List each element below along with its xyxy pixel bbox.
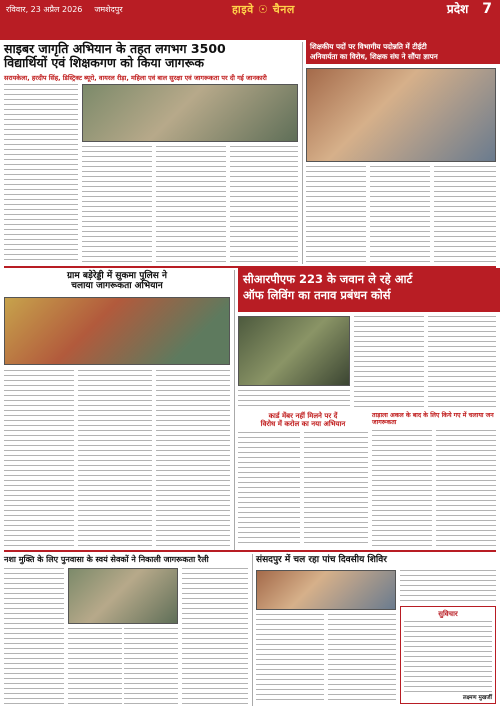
story1-deck: सरायकेला, हरदीप सिंह, डिस्ट्रिक्ट ब्यूरो, वायरल रीड़ा, महिला एवं बाल सुरक्षा एवं जागरूकता पर दी गई जानकारी — [4, 74, 267, 82]
story5-headline — [238, 412, 368, 428]
quote-box — [400, 606, 496, 704]
story6-headline: ताड़ाला अकल के बाद के लिए किये गए में चलाया जन जागरूकता — [372, 412, 494, 427]
story4-headline-line1: सीआरपीएफ 223 के जवान ले रहे आर्ट — [243, 272, 413, 286]
story1-column4 — [230, 146, 298, 262]
story3-column2 — [78, 370, 152, 546]
story8-column2 — [256, 614, 324, 704]
story5-headline-line2: विरोध में करोल का नया अभियान — [260, 420, 346, 429]
story1-column1 — [4, 84, 78, 262]
story1-headline — [4, 42, 300, 71]
story7-column1 — [4, 568, 64, 704]
masthead — [0, 0, 500, 40]
quote-box-signature: लक्ष्मण मुखर्जी — [462, 695, 492, 701]
story6-column1 — [372, 430, 432, 546]
story2-column2 — [370, 166, 430, 262]
story2-headline — [306, 40, 500, 64]
edition-city: जमशेदपुर — [94, 5, 123, 14]
story6-column2 — [436, 430, 496, 546]
masthead-meta — [6, 4, 123, 15]
story1-photo — [82, 84, 298, 142]
story7-column2 — [68, 628, 122, 704]
story3-column3 — [156, 370, 230, 546]
column-divider — [302, 42, 303, 264]
story1-column3 — [156, 146, 226, 262]
section-header — [447, 0, 492, 17]
story5-headline-line1: कार्ड मेंबर नहीं मिलने पर दें — [268, 412, 338, 420]
story3-headline — [4, 271, 230, 292]
story4-headline-line2: ऑफ लिविंग का तनाव प्रबंधन कोर्स — [243, 288, 391, 303]
story3-column1 — [4, 370, 74, 546]
brand-logo: हाइवे ☉ चैनल — [232, 3, 295, 16]
story8-headline: संसदपुर में चल रहा पांच दिवसीय शिविर — [256, 555, 387, 565]
story4-photo — [238, 316, 350, 386]
story1-headline-line2: विद्यार्थियों एवं शिक्षकगण को किया जागरूक — [4, 55, 205, 71]
story3-headline-line1: ग्राम बड़ेरेड्डी में सुकमा पुलिस ने — [66, 271, 167, 281]
story2-headline-line1: शिक्षकीय पदों पर विभागीय पदोन्नति में टीईटी — [310, 42, 427, 51]
story7-headline: नशा मुक्ति के लिए पुनवासा के स्वयं सेवकों ने निकाली जागरूकता रैली — [4, 555, 209, 564]
quote-box-title: सुविचार — [438, 610, 458, 618]
section-name: प्रदेश — [446, 2, 469, 16]
page-number: 7 — [482, 1, 492, 17]
story7-column4 — [182, 568, 248, 704]
horizontal-divider — [4, 550, 496, 552]
story8-photo — [256, 570, 396, 610]
story8-column1 — [400, 570, 496, 602]
story8-column3 — [328, 614, 396, 704]
story3-headline-line2: चलाया जागरूकता अभियान — [71, 281, 163, 292]
story4-headline — [238, 268, 500, 312]
story5-column2 — [304, 432, 368, 546]
column-divider — [234, 270, 235, 550]
story2-column1 — [306, 166, 366, 262]
story4-column1 — [354, 316, 424, 408]
story1-headline-line1: साइबर जागृति अभियान के तहत लगभग 3500 — [4, 41, 226, 56]
story2-headline-line2: अनिवार्यता का विरोध, शिक्षक संघ ने सौंपा ज्ञापन — [310, 51, 438, 61]
story1-column2 — [82, 146, 152, 262]
story2-column3 — [434, 166, 496, 262]
story5-column1 — [238, 432, 300, 546]
story3-photo — [4, 297, 230, 365]
quote-box-text — [404, 621, 492, 693]
issue-date: रविवार, 23 अप्रैल 2026 — [6, 5, 83, 14]
story2-photo — [306, 68, 496, 162]
story7-photo — [68, 568, 178, 624]
story7-column3 — [124, 628, 178, 704]
story4-column2 — [428, 316, 496, 408]
story4-column3 — [238, 390, 350, 408]
column-divider — [252, 554, 253, 706]
